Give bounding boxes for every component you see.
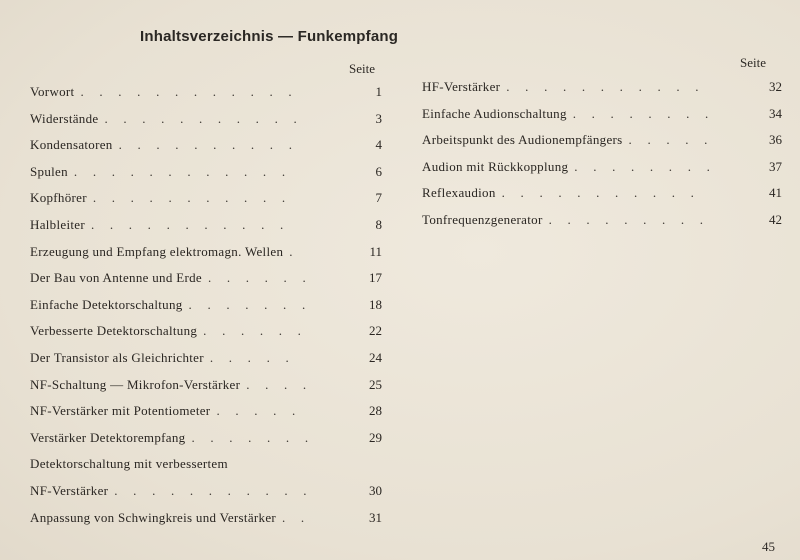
- toc-entry-title: Anpassung von Schwingkreis und Verstärker: [30, 509, 277, 525]
- toc-entry-title: Erzeugung und Empfang elektromagn. Wellen: [30, 243, 284, 259]
- toc-entry[interactable]: [30, 505, 390, 532]
- toc-entry-title: Verstärker Detektorempfang: [30, 429, 186, 445]
- toc-leader-dots: . . . . . . . . . . . .: [73, 163, 292, 179]
- toc-entry[interactable]: [422, 154, 792, 181]
- toc-entry[interactable]: [30, 159, 390, 186]
- right-toc-column: [422, 74, 792, 234]
- toc-page-number: 25: [369, 376, 382, 392]
- toc-entry[interactable]: [30, 345, 390, 372]
- toc-entry[interactable]: [422, 207, 792, 234]
- toc-entry[interactable]: [422, 101, 792, 128]
- toc-entry[interactable]: [30, 132, 390, 159]
- toc-page-number: 28: [369, 403, 382, 419]
- toc-leader-dots: . . . . . . . . . . .: [114, 482, 313, 498]
- toc-entry-title: Verbesserte Detektorschaltung: [30, 323, 198, 339]
- toc-page-number: 24: [369, 349, 382, 365]
- toc-leader-dots: . . . . .: [216, 403, 302, 419]
- toc-leader-dots: . . . . . . . . . . .: [506, 79, 705, 94]
- page-number: 45: [762, 539, 775, 554]
- toc-entry-title: Audion mit Rückkopplung: [422, 158, 569, 174]
- toc-entry-title: Einfache Detektorschaltung: [30, 296, 183, 312]
- toc-page-number: 6: [375, 163, 382, 179]
- toc-leader-dots: . . . . . . .: [191, 429, 315, 445]
- toc-entry[interactable]: [30, 451, 390, 478]
- toc-page-number: 37: [769, 158, 782, 174]
- toc-leader-dots: . .: [282, 509, 311, 525]
- toc-entry-title: NF-Verstärker mit Potentiometer: [30, 403, 211, 419]
- toc-leader-dots: . . . . . . . . . . .: [501, 185, 701, 201]
- toc-page-number: 8: [375, 216, 382, 232]
- toc-page-number: 41: [769, 185, 782, 201]
- toc-entry-title: Spulen: [30, 163, 68, 179]
- page-title: Inhaltsverzeichnis — Funkempfang: [140, 28, 399, 45]
- toc-leader-dots: . . . . . . . . . . . .: [80, 84, 298, 99]
- toc-entry-title: Der Transistor als Gleichrichter: [30, 349, 204, 365]
- toc-page-number: 42: [769, 211, 782, 227]
- toc-leader-dots: . . . . . . .: [188, 296, 312, 312]
- toc-entry[interactable]: [422, 127, 792, 154]
- toc-entry-title: Vorwort: [30, 84, 75, 99]
- toc-entry[interactable]: [30, 292, 390, 319]
- toc-page-number: 3: [375, 110, 382, 126]
- toc-entry[interactable]: [30, 372, 390, 399]
- toc-page-number: 31: [369, 509, 382, 525]
- toc-leader-dots: . . . . . .: [203, 323, 308, 339]
- toc-entry-title: Halbleiter: [30, 216, 85, 232]
- toc-leader-dots: . . . . . . . . . . .: [92, 190, 292, 206]
- toc-page-number: 4: [375, 137, 382, 153]
- toc-page-number: 18: [369, 296, 382, 312]
- toc-page-number: 32: [769, 79, 782, 94]
- toc-entry[interactable]: [30, 239, 390, 266]
- toc-leader-dots: . . . .: [246, 376, 313, 392]
- toc-entry[interactable]: [30, 318, 390, 345]
- toc-leader-dots: . . . . . . . .: [572, 105, 715, 121]
- toc-entry-title: NF-Schaltung — Mikrofon-Verstärker: [30, 376, 241, 392]
- toc-entry-title: Kopfhörer: [30, 190, 87, 206]
- toc-page-number: 17: [369, 270, 382, 286]
- toc-entry-title: HF-Verstärker: [422, 79, 501, 94]
- toc-page-number: 1: [375, 84, 382, 99]
- toc-entry[interactable]: [422, 180, 792, 207]
- toc-leader-dots: . . . . . . . . . .: [118, 137, 299, 153]
- toc-entry-title: Reflexaudion: [422, 185, 496, 201]
- toc-page-number: 30: [369, 482, 382, 498]
- toc-leader-dots: . . . . .: [628, 132, 714, 148]
- toc-entry-title: NF-Verstärker: [30, 482, 109, 498]
- toc-entry[interactable]: [422, 74, 792, 101]
- toc-page-number: 34: [769, 105, 782, 121]
- toc-entry[interactable]: [30, 185, 390, 212]
- toc-entry-title: Kondensatoren: [30, 137, 113, 153]
- toc-leader-dots: . . . . . . . .: [574, 158, 717, 174]
- toc-entry-title: Der Bau von Antenne und Erde: [30, 270, 202, 286]
- toc-entry-title: Detektorschaltung mit verbessertem: [30, 456, 228, 472]
- toc-entry-title: Arbeitspunkt des Audionempfängers: [422, 132, 623, 148]
- toc-entry[interactable]: [30, 212, 390, 239]
- toc-leader-dots: . . . . . .: [207, 270, 312, 286]
- toc-entry[interactable]: [30, 265, 390, 292]
- toc-entry[interactable]: [30, 106, 390, 133]
- toc-leader-dots: .: [289, 243, 299, 259]
- left-toc-column: [30, 79, 390, 531]
- toc-entry-title: Einfache Audionschaltung: [422, 105, 567, 121]
- toc-entry[interactable]: [30, 478, 390, 505]
- toc-entry[interactable]: [30, 398, 390, 425]
- toc-leader-dots: . . . . . . . . . . .: [90, 216, 290, 232]
- toc-page-number: 22: [369, 323, 382, 339]
- toc-entry-title: Widerstände: [30, 110, 99, 126]
- toc-leader-dots: . . . . . . . . .: [548, 211, 710, 227]
- toc-page-number: 29: [369, 429, 382, 445]
- toc-leader-dots: . . . . .: [209, 349, 295, 365]
- toc-entry-title: Tonfrequenzgenerator: [422, 211, 543, 227]
- toc-entry[interactable]: [30, 79, 390, 106]
- toc-entry[interactable]: [30, 425, 390, 452]
- right-seite-header: Seite: [740, 55, 766, 70]
- toc-page-number: 11: [369, 243, 382, 259]
- toc-page-number: 7: [375, 190, 382, 206]
- toc-page-number: 36: [769, 132, 782, 148]
- left-seite-header: Seite: [349, 61, 375, 76]
- toc-leader-dots: . . . . . . . . . . .: [104, 110, 303, 126]
